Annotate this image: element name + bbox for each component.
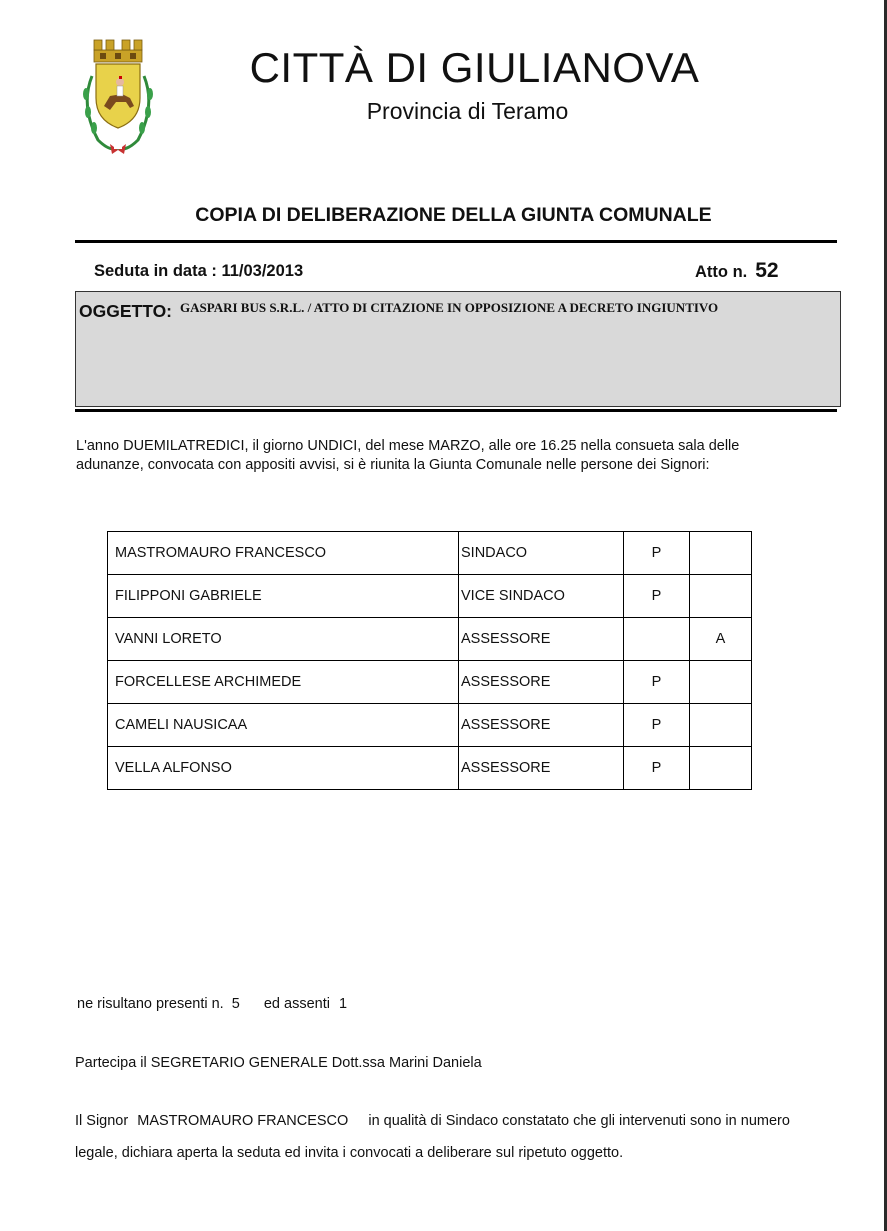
intro-paragraph (76, 437, 739, 475)
table-row (108, 661, 752, 704)
closing-line-1 (75, 1113, 790, 1129)
member-absent: A (690, 618, 752, 661)
subject-divider (75, 409, 837, 412)
member-present: P (624, 575, 690, 618)
title-divider (75, 240, 837, 243)
absent-label: ed assenti (263, 996, 330, 1012)
table-row (108, 618, 752, 661)
absent-count: 1 (338, 996, 348, 1012)
session-date: 11/03/2013 (221, 262, 304, 280)
present-count: 5 (231, 996, 240, 1012)
province-name: Provincia di Teramo (366, 98, 569, 124)
member-present: P (624, 704, 690, 747)
document-title: COPIA DI DELIBERAZIONE DELLA GIUNTA COMUNALE (195, 204, 712, 226)
session-label: Seduta in data : (94, 262, 217, 280)
member-present: P (624, 532, 690, 575)
member-name: FILIPPONI GABRIELE (108, 575, 459, 618)
city-name: CITTÀ DI GIULIANOVA (249, 44, 700, 91)
table-row (108, 532, 752, 575)
present-label: ne risultano presenti n. (77, 996, 224, 1012)
member-absent (690, 747, 752, 790)
subject-label: OGGETTO: (79, 301, 173, 321)
closing-name: MASTROMAURO FRANCESCO (137, 1113, 349, 1129)
subject-text: GASPARI BUS S.R.L. / ATTO DI CITAZIONE IN OPPOSIZIONE A DECRETO INGIUNTIVO (180, 300, 719, 315)
closing-prefix: Il Signor (75, 1113, 129, 1129)
attendance-table (107, 531, 752, 790)
member-role: ASSESSORE (459, 704, 624, 747)
member-role: ASSESSORE (459, 661, 624, 704)
secretary-line: Partecipa il SEGRETARIO GENERALE Dott.ssa Marini Daniela (75, 1055, 482, 1071)
table-row (108, 575, 752, 618)
member-name: CAMELI NAUSICAA (108, 704, 459, 747)
member-absent (690, 704, 752, 747)
member-name: VELLA ALFONSO (108, 747, 459, 790)
member-present: P (624, 747, 690, 790)
member-present: P (624, 661, 690, 704)
member-name: FORCELLESE ARCHIMEDE (108, 661, 459, 704)
member-role: SINDACO (459, 532, 624, 575)
act-number: 52 (755, 259, 779, 282)
act-info (695, 259, 779, 283)
member-name: MASTROMAURO FRANCESCO (108, 532, 459, 575)
member-absent (690, 661, 752, 704)
member-role: VICE SINDACO (459, 575, 624, 618)
intro-line-2: adunanze, convocata con appositi avvisi, si è riunita la Giunta Comunale nelle persone dei Signori: (76, 457, 710, 473)
intro-line-1: L'anno DUEMILATREDICI, il giorno UNDICI, del mese MARZO, alle ore 16.25 nella consueta sala delle (76, 438, 740, 454)
member-absent (690, 575, 752, 618)
member-role: ASSESSORE (459, 618, 624, 661)
attendance-summary (77, 996, 347, 1012)
member-name: VANNI LORETO (108, 618, 459, 661)
table-row (108, 747, 752, 790)
member-absent (690, 532, 752, 575)
member-role: ASSESSORE (459, 747, 624, 790)
session-info (94, 262, 303, 281)
closing-line-2: legale, dichiara aperta la seduta ed invita i convocati a deliberare sul ripetuto oggetto. (75, 1145, 624, 1161)
closing-rest: in qualità di Sindaco constatato che gli intervenuti sono in numero (368, 1113, 790, 1129)
table-row (108, 704, 752, 747)
act-label: Atto n. (695, 263, 748, 281)
member-present (624, 618, 690, 661)
